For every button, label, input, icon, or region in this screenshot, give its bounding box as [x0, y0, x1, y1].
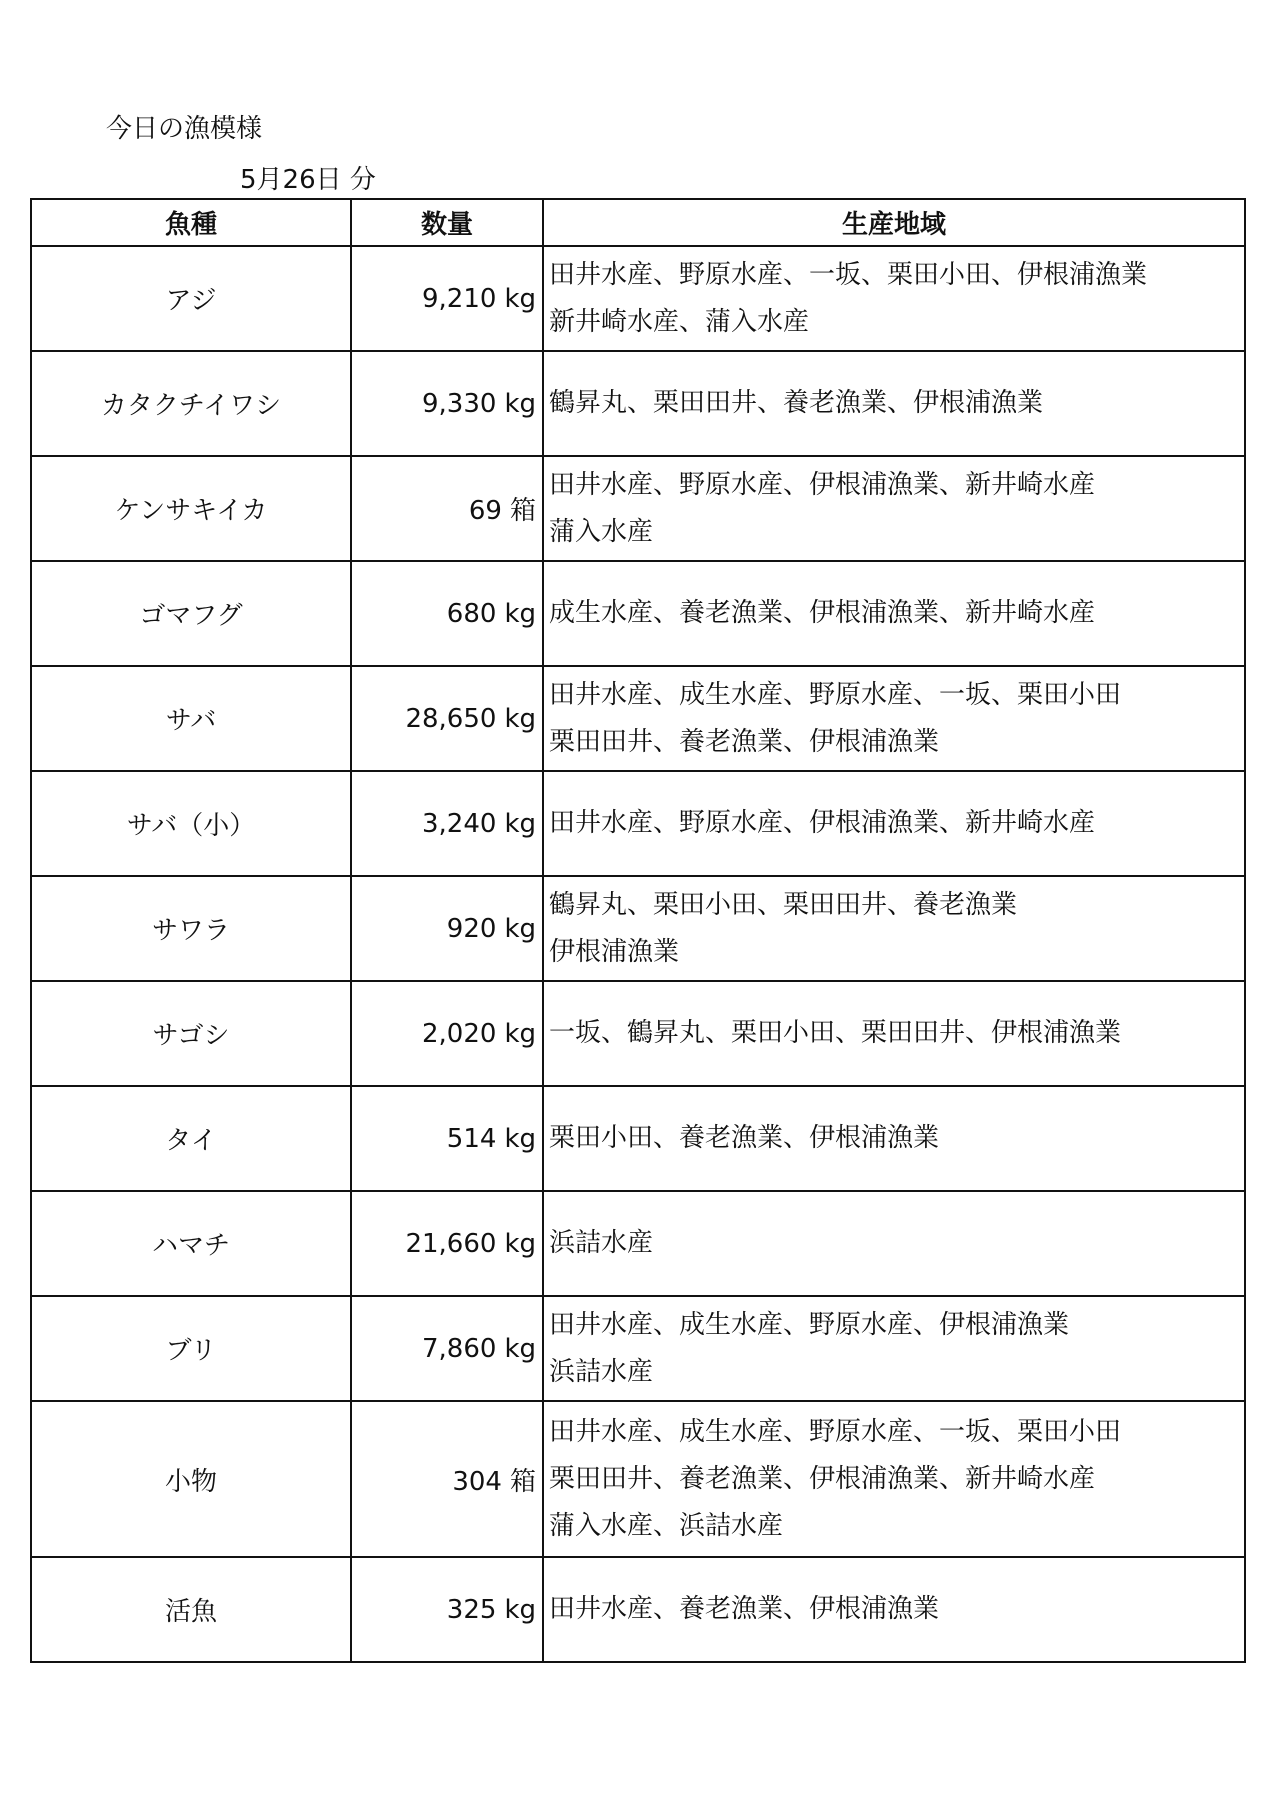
quantity-value: 325 — [446, 1594, 497, 1625]
fish-species-cell: カタクチイワシ — [31, 351, 351, 456]
quantity-cell — [351, 456, 543, 561]
region-line: 伊根浦漁業 — [549, 936, 680, 967]
fish-species-cell: ハマチ — [31, 1191, 351, 1296]
quantity-unit: 箱 — [509, 496, 536, 526]
region-line: 蒲入水産、浜詰水産 — [549, 1510, 784, 1541]
quantity-value: 9,210 — [422, 283, 497, 314]
quantity-value: 2,020 — [422, 1018, 497, 1049]
region-cell — [543, 1557, 1245, 1662]
quantity-value: 920 — [446, 913, 497, 944]
region-line: 栗田田井、養老漁業、伊根浦漁業、新井崎水産 — [549, 1463, 1096, 1494]
report-date: 5月26日 分 — [240, 165, 376, 195]
region-line: 田井水産、成生水産、野原水産、伊根浦漁業 — [549, 1309, 1070, 1340]
region-line: 鶴昇丸、栗田小田、栗田田井、養老漁業 — [549, 889, 1018, 920]
quantity-cell — [351, 1401, 543, 1557]
table-row — [31, 1086, 1245, 1191]
quantity-unit: kg — [504, 703, 536, 734]
quantity-unit: kg — [504, 913, 536, 944]
region-cell — [543, 666, 1245, 771]
region-line: 成生水産、養老漁業、伊根浦漁業、新井崎水産 — [549, 598, 1096, 628]
page-title: 今日の漁模様 — [106, 114, 263, 144]
quantity-value: 21,660 — [405, 1228, 497, 1259]
quantity-unit: kg — [504, 388, 536, 419]
quantity-value: 3,240 — [422, 808, 497, 839]
table-row — [31, 456, 1245, 561]
region-cell — [543, 1401, 1245, 1557]
quantity-cell — [351, 1557, 543, 1662]
quantity-cell — [351, 666, 543, 771]
quantity-cell — [351, 246, 543, 351]
fish-species-cell: 活魚 — [31, 1557, 351, 1662]
catch-table — [30, 198, 1246, 1663]
quantity-value: 680 — [446, 598, 497, 629]
quantity-cell — [351, 351, 543, 456]
fish-species-cell: サバ — [31, 666, 351, 771]
region-cell — [543, 1296, 1245, 1401]
region-line: 浜詰水産 — [549, 1228, 654, 1258]
fish-species-cell: タイ — [31, 1086, 351, 1191]
table-row — [31, 1401, 1245, 1557]
quantity-cell — [351, 561, 543, 666]
quantity-cell — [351, 771, 543, 876]
table-row — [31, 981, 1245, 1086]
quantity-value: 9,330 — [422, 388, 497, 419]
region-cell — [543, 981, 1245, 1086]
fish-species-cell: アジ — [31, 246, 351, 351]
region-line: 田井水産、成生水産、野原水産、一坂、栗田小田 — [549, 679, 1122, 710]
fish-species-cell: ケンサキイカ — [31, 456, 351, 561]
table-row — [31, 246, 1245, 351]
table-row — [31, 1191, 1245, 1296]
column-header-fish: 魚種 — [31, 199, 351, 246]
region-cell — [543, 246, 1245, 351]
column-header-quantity: 数量 — [351, 199, 543, 246]
region-line: 新井崎水産、蒲入水産 — [549, 306, 810, 337]
quantity-cell — [351, 1296, 543, 1401]
table-row — [31, 1557, 1245, 1662]
table-header-row — [31, 199, 1245, 246]
table-row — [31, 666, 1245, 771]
table-row — [31, 876, 1245, 981]
region-cell — [543, 351, 1245, 456]
region-line: 田井水産、養老漁業、伊根浦漁業 — [549, 1594, 940, 1624]
region-cell — [543, 876, 1245, 981]
fish-species-cell: サバ（小） — [31, 771, 351, 876]
quantity-unit: kg — [504, 598, 536, 629]
fish-species-cell: 小物 — [31, 1401, 351, 1557]
table-row — [31, 1296, 1245, 1401]
quantity-unit: kg — [504, 1333, 536, 1364]
region-cell — [543, 771, 1245, 876]
quantity-value: 514 — [446, 1123, 497, 1154]
quantity-cell — [351, 1086, 543, 1191]
region-line: 栗田田井、養老漁業、伊根浦漁業 — [549, 726, 940, 757]
quantity-unit: kg — [504, 1594, 536, 1625]
region-line: 一坂、鶴昇丸、栗田小田、栗田田井、伊根浦漁業 — [549, 1018, 1122, 1048]
quantity-cell — [351, 1191, 543, 1296]
region-line: 田井水産、野原水産、伊根浦漁業、新井崎水産 — [549, 469, 1096, 500]
region-line: 田井水産、野原水産、一坂、栗田小田、伊根浦漁業 — [549, 259, 1148, 290]
quantity-value: 7,860 — [422, 1333, 497, 1364]
table-row — [31, 771, 1245, 876]
table-body — [31, 246, 1245, 1662]
region-line: 浜詰水産 — [549, 1356, 654, 1387]
region-line: 蒲入水産 — [549, 516, 654, 547]
fish-species-cell: ゴマフグ — [31, 561, 351, 666]
region-line: 鶴昇丸、栗田田井、養老漁業、伊根浦漁業 — [549, 388, 1044, 418]
fish-species-cell: サワラ — [31, 876, 351, 981]
region-cell — [543, 1086, 1245, 1191]
table-row — [31, 561, 1245, 666]
fish-species-cell: サゴシ — [31, 981, 351, 1086]
quantity-unit: kg — [504, 283, 536, 314]
quantity-unit: kg — [504, 808, 536, 839]
quantity-unit: kg — [504, 1228, 536, 1259]
quantity-unit: kg — [504, 1123, 536, 1154]
fish-species-cell: ブリ — [31, 1296, 351, 1401]
quantity-value: 69 — [468, 496, 502, 526]
quantity-unit: 箱 — [509, 1466, 536, 1497]
region-line: 栗田小田、養老漁業、伊根浦漁業 — [549, 1123, 940, 1153]
table-row — [31, 351, 1245, 456]
quantity-value: 28,650 — [405, 703, 497, 734]
region-line: 田井水産、野原水産、伊根浦漁業、新井崎水産 — [549, 808, 1096, 838]
quantity-cell — [351, 876, 543, 981]
region-cell — [543, 561, 1245, 666]
quantity-unit: kg — [504, 1018, 536, 1049]
quantity-cell — [351, 981, 543, 1086]
quantity-value: 304 — [452, 1466, 502, 1497]
region-line: 田井水産、成生水産、野原水産、一坂、栗田小田 — [549, 1416, 1122, 1447]
column-header-region: 生産地域 — [543, 199, 1245, 246]
region-cell — [543, 456, 1245, 561]
region-cell — [543, 1191, 1245, 1296]
